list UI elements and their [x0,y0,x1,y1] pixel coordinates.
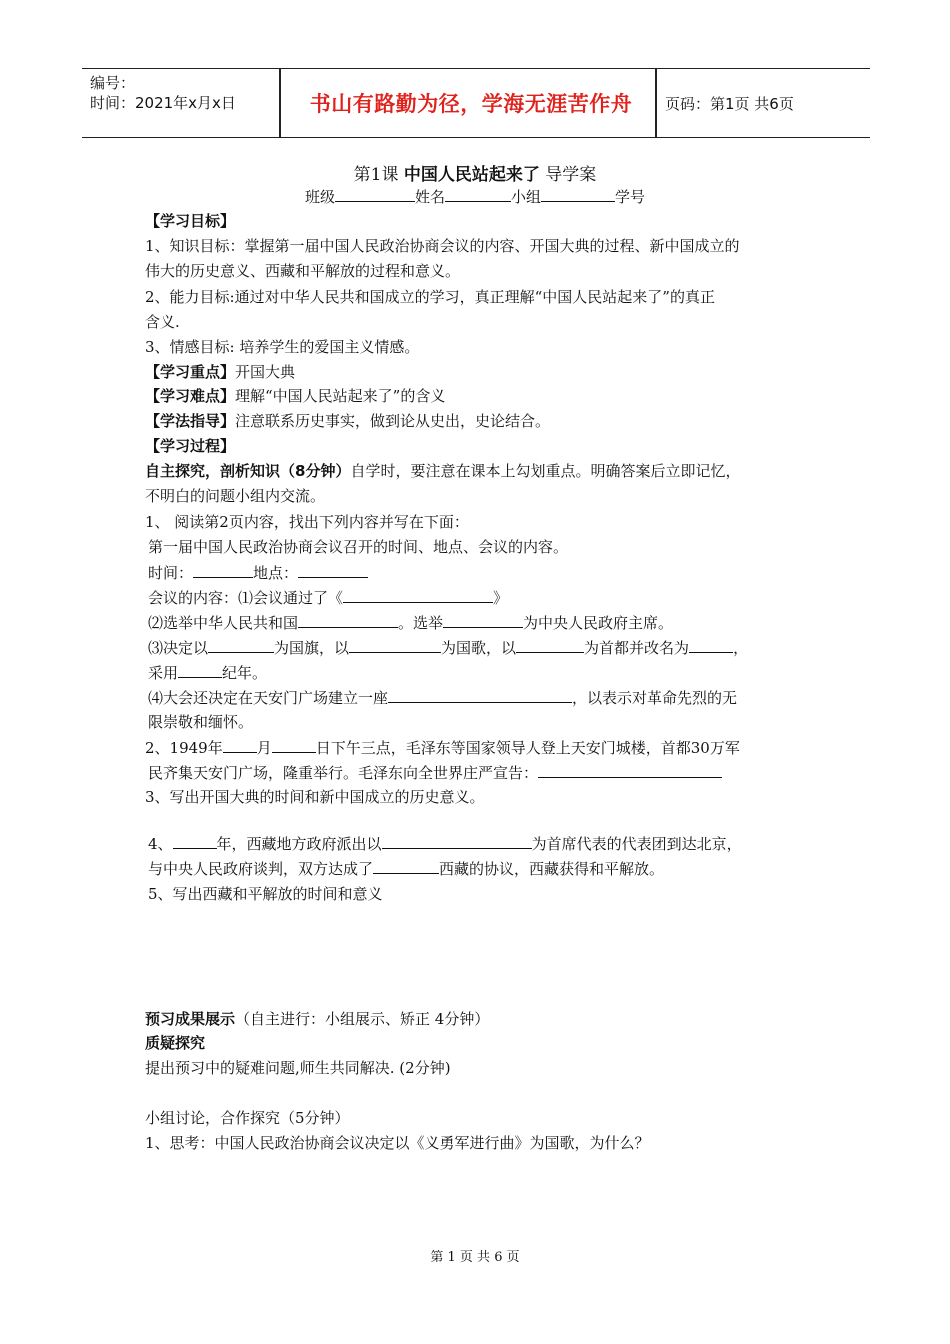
q5: 5、写出西藏和平解放的时间和意义 [148,885,383,903]
declaration-blank[interactable] [538,762,722,778]
q1-calendar: 采用 纪年。 [148,664,268,682]
class-label: 班级 [304,188,335,206]
q4-line2: 与中央人民政府谈判，双方达成了 西藏的协议，西藏获得和平解放。 [148,860,665,878]
q1-monument: ⑷大会还决定在天安门广场建立一座 ，以表示对革命先烈的无 [148,689,738,707]
title-suffix: 导学案 [539,165,597,185]
q3: 3、写出开国大典的时间和新中国成立的历史意义。 [145,788,485,806]
q1-content: 会议的内容：⑴会议通过了《 》 [148,589,509,607]
name-blank[interactable] [445,186,511,202]
student-info-line [0,186,950,207]
agreement-blank[interactable] [373,858,439,874]
delegate-blank[interactable] [382,833,532,849]
calendar-blank[interactable] [178,662,222,678]
year-blank[interactable] [173,833,217,849]
key-point: 【学习重点】开国大典 [145,363,296,381]
chairman-blank[interactable] [443,612,523,628]
document-blank[interactable] [343,587,493,603]
q2-line2: 民齐集天安门广场，隆重举行。毛泽东向全世界庄严宣告： [148,762,722,783]
header-divider [279,69,281,137]
preview-section: 预习成果展示（自主进行：小组展示、矫正 4分钟） [145,1010,490,1028]
q2-line1: 2、1949年 月 日下午三点，毛泽东等国家领导人登上天安门城楼，首都30万军 [145,739,740,757]
place-blank[interactable] [298,562,368,578]
group-label: 小组 [511,188,542,206]
goal-knowledge: 1、知识目标：掌握第一届中国人民政治协商会议的内容、开国大典的过程、新中国成立的 [145,237,740,255]
title-prefix: 第1课 [353,165,404,185]
capital-blank[interactable] [516,637,584,653]
method-guide: 【学法指导】注意联系历史事实，做到论从史出，史论结合。 [145,412,551,430]
q1-decision: ⑶决定以 为国旗，以 为国歌，以 为首都并改名为 ， [148,639,749,657]
name-label: 姓名 [414,188,445,206]
time-blank[interactable] [193,562,253,578]
goal-knowledge-cont: 伟大的历史意义、西藏和平解放的过程和意义。 [145,262,461,280]
self-study: 自主探究，剖析知识（8分钟）自学时，要注意在课本上勾划重点。明确答案后立即记忆， [145,462,741,480]
header-table [82,68,870,138]
self-study-cont: 不明白的问题小组内交流。 [145,487,326,505]
header-divider [655,69,657,137]
title-main: 中国人民站起来了 [403,165,540,185]
page-footer: 第 1 页 共 6 页 [430,1250,520,1265]
goal-ability-cont: 含义. [145,313,180,331]
anthem-blank[interactable] [349,637,441,653]
q1-monument-cont: 限崇敬和缅怀。 [148,713,254,731]
rename-blank[interactable] [689,637,733,653]
flag-blank[interactable] [208,637,274,653]
code-label: 编号： [90,74,136,92]
discussion-q1: 1、思考：中国人民政治协商会议决定以《义勇军进行曲》为国歌，为什么？ [145,1134,650,1152]
goal-ability: 2、能力目标:通过对中华人民共和国成立的学习，真正理解“中国人民站起来了”的真正 [145,288,715,306]
difficulty: 【学习难点】理解“中国人民站起来了”的含义 [145,387,446,405]
group-blank[interactable] [541,186,615,202]
month-blank[interactable] [223,737,257,753]
inquiry-heading: 质疑探究 [145,1034,206,1052]
motto: 书山有路勤为径，学海无涯苦作舟 [309,92,633,116]
date-label: 时间：2021年x月x日 [90,94,236,112]
discussion-heading: 小组讨论，合作探究（5分钟） [145,1109,350,1127]
q1-sub: 第一届中国人民政治协商会议召开的时间、地点、会议的内容。 [148,538,569,556]
q1-time-place: 时间： 地点： [148,562,368,583]
goals-heading: 【学习目标】 [145,212,236,230]
q4-line1: 4、 年，西藏地方政府派出以 为首席代表的代表团到达北京， [148,835,742,853]
id-label: 学号 [615,188,646,206]
header-left-cell [90,73,236,113]
q1-intro: 1、 阅读第2页内容，找出下列内容并写在下面： [145,513,469,531]
monument-blank[interactable] [388,687,572,703]
day-blank[interactable] [272,737,316,753]
inquiry-text: 提出预习中的疑难问题,师生共同解决. (2分钟) [145,1059,451,1077]
name-of-state-blank[interactable] [298,612,398,628]
lesson-title [0,160,950,185]
q1-election: ⑵选举中华人民共和国 。选举 为中央人民政府主席。 [148,614,674,632]
page-info: 页码：第1页 共6页 [665,94,794,113]
process-heading: 【学习过程】 [145,437,236,455]
class-blank[interactable] [335,186,415,202]
goal-emotion: 3、情感目标: 培养学生的爱国主义情感。 [145,338,420,356]
